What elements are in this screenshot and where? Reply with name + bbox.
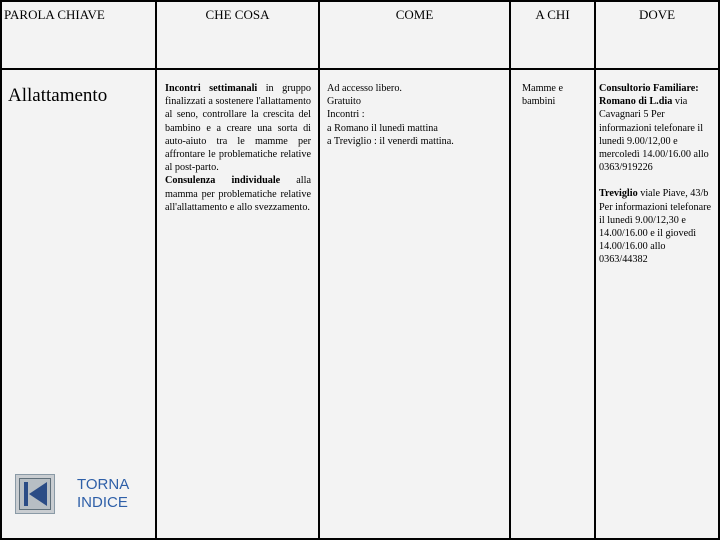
che-cosa-text [157,70,318,214]
dove-bold-1: Consultorio Familiare: Romano di L.dia [599,83,699,108]
come-line-2: Gratuito [327,96,361,108]
torna-indice-label[interactable] [77,476,129,512]
che-cosa-bold-2: Consulenza individuale [165,175,281,187]
come-line-3: Incontri : [327,109,365,121]
a-chi-cell [511,70,594,538]
come-cell [320,70,509,538]
header-dove [596,2,718,68]
header-come [320,2,509,68]
header-dove-label: DOVE [638,7,676,22]
header-che-cosa-label: CHE COSA [205,7,270,22]
che-cosa-bold-1: Incontri settimanali [165,83,258,94]
keyword-cell [2,70,155,538]
keyword-text: Allattamento [8,85,108,106]
torna-label-line-1[interactable]: TORNA [77,476,130,493]
torna-label-line-2[interactable]: INDICE [77,494,128,511]
back-to-start-icon[interactable] [15,474,55,514]
come-line-4: a Romano il lunedì mattina [327,122,438,134]
header-a-chi [511,2,594,68]
header-come-label: COME [395,7,434,22]
dove-cell [596,70,718,538]
come-line-1: Ad accesso libero. [327,83,402,94]
come-line-5: a Treviglio : il venerdì mattina. [327,135,454,147]
header-che-cosa [157,2,318,68]
header-parola-chiave-label: PAROLA CHIAVE [4,7,105,22]
come-text [320,70,509,148]
dove-text-1: via Cavagnari 5 Per informazioni telefonare il lunedì 9.00/12,00 e mercoledì 14.00/16.00 allo 0363/919226 [599,96,709,174]
che-cosa-cell [157,70,318,538]
che-cosa-text-2: alla mamma per problematiche relative all'allattamento e allo svezzamento. [165,175,311,213]
che-cosa-text-1: in gruppo finalizzati a sostenere l'allattamento al seno, controllare la crescita del bambino e a creare una sorta di auto-aiuto tra le mamme per affrontare le problematiche relative al post-parto. [165,83,311,174]
header-a-chi-label: A CHI [535,7,570,22]
header-parola-chiave [2,2,155,68]
dove-text [596,70,718,267]
torna-indice-button[interactable] [15,474,129,514]
dove-text-2: viale Piave, 43/b Per informazioni telefonare il lunedì 9.00/12,30 e 14.00/16.00 e il giovedì 14.00/16.00 allo 0363/44382 [599,188,712,266]
a-chi-text: Mamme e bambini [522,83,564,108]
dove-bold-2: Treviglio [599,188,638,200]
